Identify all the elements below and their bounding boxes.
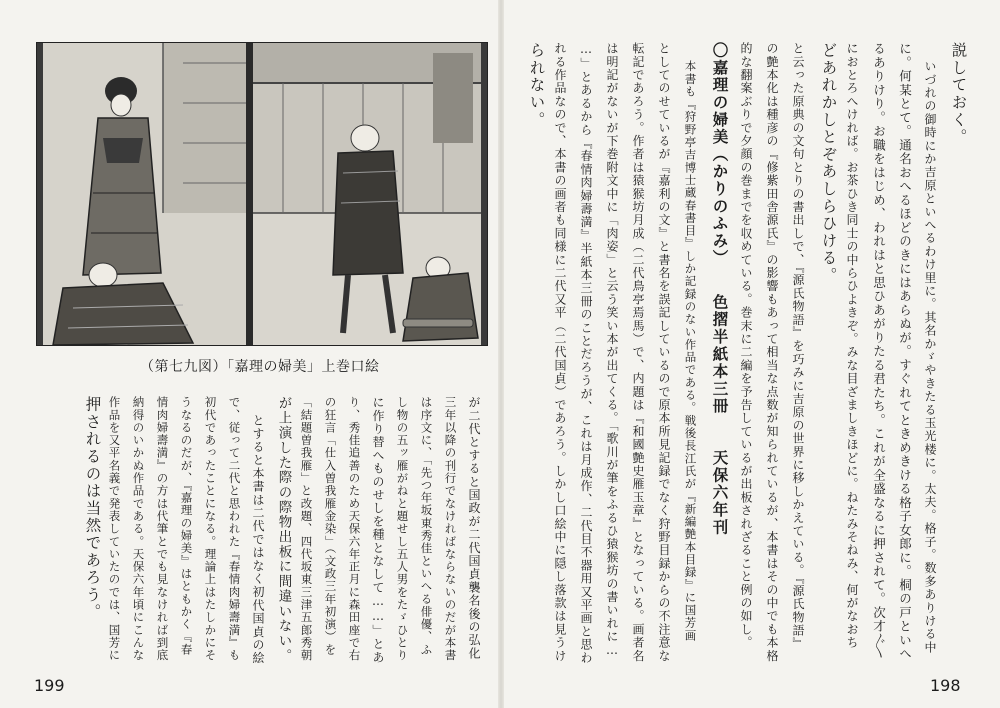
- text-column: とすると本書は二代ではなく初代国貞の絵: [251, 414, 265, 665]
- text-column: は明記がないが下巻附文中に「肉姿」と云う笑い本が出てくる。「歌川が筆をふるひ猿猴坊の書いれに…: [605, 42, 619, 659]
- text-column: いづれの御時にか吉原といへるわけ里に。其名かゞやきたる玉光楼に。太夫。格子。数多ありける中: [923, 60, 937, 654]
- text-column: 初代であったことになる。理論上はたしかにそ: [203, 396, 218, 662]
- page-number-right: 198: [930, 676, 961, 695]
- woodblock-figure-art-left: [43, 43, 246, 345]
- illustration-kuchie: [36, 42, 488, 346]
- text-column: られない。: [527, 42, 546, 129]
- text-column: 的な翻案ぶりで夕顔の巻までを収めている。巻末に二編を予告しているが出板されざること例の如し。: [739, 42, 753, 650]
- text-column: 説しておく。: [949, 42, 968, 146]
- text-column: 三年以降の刊行でなければならないのだが本書: [443, 396, 458, 662]
- text-column: 本書も『狩野亭吉博士蔵春書目』しか記録のない作品である。戦後長江氏が『新編艶本目録』に国芳画: [683, 60, 698, 642]
- page-number-left: 199: [34, 676, 65, 695]
- text-column: 押されるのは当然であろう。: [83, 396, 102, 621]
- text-column: 情肉婦壽満』の方は代筆とでも見なければ到底: [155, 396, 170, 662]
- text-column: れる作品なので、本書の画者も同様に二代又平（二代国貞）であろう。しかし口絵中に隠し落款は見うけ: [553, 42, 567, 663]
- text-column: におとろへければ。お茶ひき同士の中らひよきぞ。みな目ざましきほどに。ねたみそねみ、何がなおち: [845, 42, 859, 650]
- text-column: るありけり。お職をはじめ、われはと思ひあがりたる君たち。これが全盛なるに押されて。次才〲: [871, 42, 887, 660]
- text-column: に。何某とて。通名おへるほどのきにはあらぬが。すぐれてときめきける格子女郎に。桐の戸といへ: [897, 42, 913, 661]
- text-column: としてのせているが『嘉利の文』と書名を誤記しているので原本所見記録でなく狩野目録からの不注意な: [657, 42, 671, 663]
- text-column: が上演した際の際物出板に間違いない。: [275, 396, 292, 664]
- text-column: が二代とすると国政が二代国貞襲名後の弘化: [467, 396, 481, 660]
- section-heading-karinofumi: 〇嘉理の婦美（かりのふみ） 色摺半紙本三冊 天保六年刊: [710, 42, 730, 536]
- text-column: の艶本化は種彦の『修紫田舎源氏』の影響もあって相当な点数が知られているが、本書はその中でも本格: [765, 42, 779, 663]
- text-column: り、秀佳追善のため天保六年正月に森田座で右: [347, 396, 362, 662]
- text-column: に作り替へものせしを種となして……」とあ: [371, 396, 385, 664]
- text-column: うなるのだが、『嘉理の婦美』はともかく『春: [179, 396, 194, 656]
- text-column: で、従って二代と思われた『春情肉婦壽満』も: [227, 396, 242, 662]
- text-column: どあれかしとぞあしらひける。: [819, 42, 838, 285]
- illustration-gutter: [246, 43, 253, 345]
- book-gutter: [498, 0, 504, 708]
- figure-caption: （第七九図）「嘉理の婦美」上巻口絵: [140, 359, 380, 375]
- text-column: し物の五ッ雁がねと題せし五人男をたゞひとり: [395, 396, 410, 662]
- text-column: と云った原典の文句とりの書出しで、『源氏物語』を巧みに吉原の世界に移しかえている。『源氏物語』: [791, 42, 805, 651]
- text-column: の狂言「仕入曽我雁金染」（文政三年初演）を: [323, 396, 338, 656]
- woodblock-figure-art-right: [253, 43, 481, 345]
- illustration-panel-left: [43, 43, 246, 345]
- text-column: 納得のいかぬ作品である。天保六年頃にこんな: [131, 396, 146, 662]
- text-column: 転記であろう。作者は猿猴坊月成（二代鳥亭焉馬）で、内題は『和國艶史雁玉章』となっている。画者名: [631, 42, 645, 663]
- text-column: は序文に、「先つ年坂東秀佳といへる俳優、ふ: [419, 396, 434, 656]
- text-column: …」とあるから『春情肉婦壽満』半紙本三冊のことだろうが、これは月成作、二代目不器用又平画と思わ: [579, 42, 593, 665]
- illustration-panel-right: [253, 43, 481, 345]
- text-column: 「結題曽我雁」と改題、四代坂東三津五郎秀朝: [299, 396, 314, 662]
- text-column: 作品を又平名義で発表していたのでは、国芳に: [107, 396, 122, 662]
